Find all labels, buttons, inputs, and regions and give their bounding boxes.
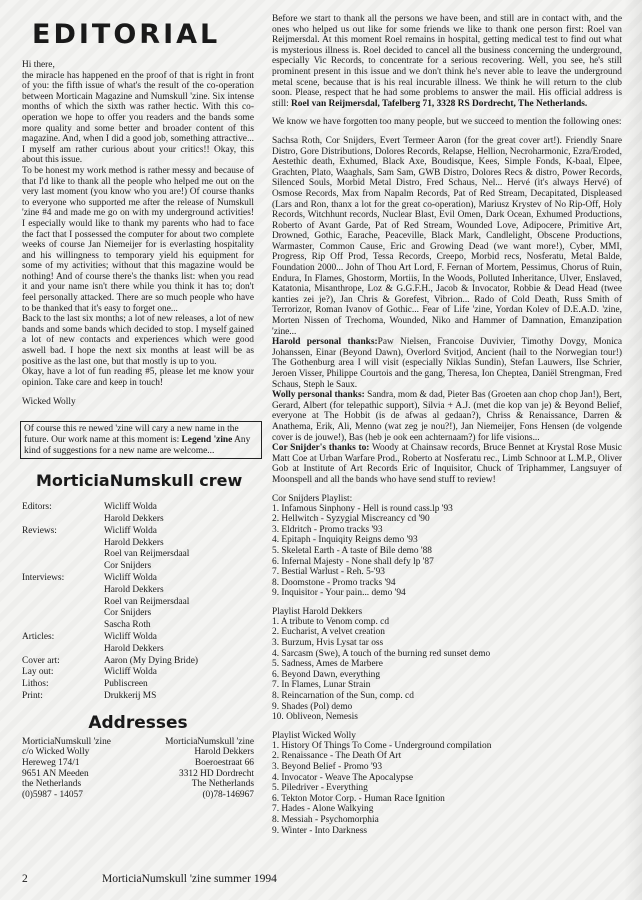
- playlist-item: 2. Hellwitch - Syzygial Miscreancy cd '90: [272, 514, 430, 525]
- playlist-item: 1. History Of Things To Come - Underground compilation: [272, 740, 492, 751]
- editorial-signature: Wicked Wolly: [22, 397, 76, 408]
- page-fold-shadow: [624, 0, 642, 900]
- crew-title: MorticiaNumskull crew: [36, 471, 243, 491]
- crew-member: Cor Snijders: [104, 608, 152, 619]
- crew-member: Aaron (My Dying Bride): [104, 655, 198, 666]
- crew-member: Drukkerij MS: [104, 690, 157, 701]
- addresses: [22, 737, 254, 801]
- playlist-item: 9. Shades (Pol) demo: [272, 701, 353, 712]
- thanks-intro-text: Before we start to thank all the persons we have been, and still are in contact with, and the ones who helped us out like for some friends we like to thank one person first: Roel van Reijmersdal. At this moment Roel remains in hospital, getting medical test to find out what is mysterious illness is. Roel decided to cancel all the business concerning the underground, especially Vic Records, to concentrate for a serious recovering. Well, you see, he's still prominent present in this issue and we don't think he's never able to leave the underground metal scene, because that is his real incurable illness. We think he will return to the club soon. Please, respect that he had some problems to answer the mail. His official address is still:: [272, 14, 622, 109]
- crew-role: Cover art:: [22, 655, 60, 666]
- crew-list: [22, 502, 254, 703]
- address-line: MorticiaNumskull 'zine: [22, 736, 111, 747]
- playlist-item: 3. Burzum, Hvis Lysat tar oss: [272, 638, 384, 649]
- thanks-general: Sachsa Roth, Cor Snijders, Evert Termeer Aaron (for the great cover art!). Friendly Snare Distro, Gore Distributions, Dolores Records, Relapse, Hellion, Necroharmonic, Ezra/Eroded, Aestethic death, Exhumed, Black Axe, Boudisque, Kees, Simple Fonds, K-baal, Elpee, Grachten, Plato, Waaghals, Sam Sam, GWB Distro, Dolores Recs & distro, Power Records, Silenced Souls, Morbid Metal Distro, Fred Schaus, Nel... Hervé (it's always Hervé) of Osmose Records, Max from Napalm Records, Pat of Red Stream, Decapitated, Displeased (Lars and Ron, thanx a lot for the great co-operation), Mariusz Krystev of No Rip-Off, Holy Records, Witchhunt records, Nuclear Blast, Evil Omen, Dark Ocean, Exhumed Productions, Roberto of Avant Garde, Pat of Red Stream, Wounded Love, Adipocere, Primitive Art, Drowned, Gothic, Earache, Peaceville, Black Mark, Candlelight, Obscene Productions, Warmaster, Common Cause, Eric and Growing Dead (we want more!), Cyber, MMI, Progress, Rip Off Prod, Tessa Records, Creepo, Morbid recs, Nosferatu, Metal Balde, Foundation 2000... John of Thou Art Lord, F. Fernan of Mortem, Pessimus, Chorus of Ruin, Endura, In Flames, Ghostorm, Mortiis, In the Woods, Polluted Inheritance, Ulver, Enslaved, Katatonia, Misanthrope, Loz & G.G.F.H., Jacob & Invocator, Robbie & Dead Head (twee kanties zei je?), Jan Chris & Gorefest, Vibrion... Rado of Cold Death, Russ Smith of Terrorizor, Roman Ivanov of Gothic... Fear of Life 'zine, Yordan Kolev of D.E.A.D. 'zine, Morten Nissen of Trechoma, Wounded, Niko and Hammer of Damnation, Emanzipation 'zine...: [272, 135, 622, 337]
- left-column: [22, 20, 254, 800]
- address-left: [22, 737, 111, 801]
- crew-row: [22, 526, 254, 573]
- crew-member: Roel van Reijmersdaal: [104, 596, 190, 607]
- playlist-item: 10. Obliveon, Nemesis: [272, 712, 358, 723]
- roel-address: Roel van Reijmersdal, Tafelberg 71, 3328 RS Dordrecht, The Netherlands.: [291, 98, 588, 109]
- footer-title: MorticiaNumskull 'zine summer 1994: [102, 873, 277, 885]
- crew-member: Harold Dekkers: [104, 643, 164, 654]
- notice-text: Any kind of suggestions for a new name are welcome...: [24, 435, 251, 456]
- thanks-wolly-text: Sandra, mom & dad, Pieter Bas (Groeten aan chop chop Jan!), Bert, Gerard, Albert (for telepathic support), Silvia + A.J. (met die kop van je) & Beyond Belief, everyone at The Hobbit (is de afwas al gedaan?), Chriss & Renaissance, Darren & Anathema, Erik, Ali, Menno (wat zeg je nou?!), Jan Niemeijer, Fons Hensen (de volgende cover is de jouwe!), Bas (heb je ook een achternaam?) for life visions...: [272, 390, 623, 443]
- crew-names: [104, 573, 254, 632]
- editorial-paragraph: To be honest my work method is rather messy and because of that I'd like to thank all the people who helped me out on the very last moment (you know who you are!) Of course thanks to everyone who supported me after the release of Numskull 'zine #4 and made me go on with my underground activities! I especially would like to thank my parents who had to face the fact that I possessed the computer for about two complete weeks of course Jan Niemeijer for is everlasting hospitality and his willingness to temporary yield his equipment for some of my activities; without that this magazine would be nothing! And of course there's the thanks list: when you read it and your name isn't there while you think it has to; don't feel personally attacked. There are so much people who have to be thanked that it's easy to forget one...: [22, 165, 254, 314]
- playlist-item: 5. Sadness, Ames de Marbere: [272, 659, 383, 670]
- playlist-title: Playlist Harold Dekkers: [272, 606, 363, 617]
- address-line: Hereweg 174/1: [22, 757, 80, 768]
- playlist-item: 8. Messiah - Psychomorphia: [272, 814, 379, 825]
- crew-row: [22, 656, 254, 668]
- page-footer: [22, 873, 602, 885]
- new-name-notice: [20, 421, 262, 459]
- thanks-cor-text: Woody at Chainsaw records, Bruce Bennet at Krystal Rose Music Matt Coe at Urban Warfare Prod., Roberto at Nosferatu rec., Limb Schnoor at L.M.P., Oliver Gob at Institute of Art Records Eric of Inquisitor, Chuck of Triphammer, Langsuyer of Moonspell and all the bands who have send stuff to review!: [272, 443, 622, 485]
- playlist: [272, 504, 622, 599]
- playlist-item: 3. Eldritch - Promo tracks '93: [272, 524, 383, 535]
- playlist-item: 4. Invocator - Weave The Apocalypse: [272, 772, 414, 783]
- crew-names: [104, 632, 254, 656]
- address-line: (0)5987 - 14057: [22, 789, 83, 800]
- crew-role: Lay out:: [22, 667, 54, 678]
- playlist-item: 4. Sarcasm (Swe), A touch of the burning red sunset demo: [272, 648, 491, 659]
- crew-role: Articles:: [22, 631, 55, 642]
- crew-member: Harold Dekkers: [104, 513, 164, 524]
- playlist-item: 5. Skeletal Earth - A taste of Bile demo '88: [272, 545, 432, 556]
- address-line: MorticiaNumskull 'zine: [165, 736, 254, 747]
- thanks-lead: We know we have forgotten too many people, but we succeed to mention the following ones:: [272, 117, 622, 128]
- playlist-item: 6. Tekton Motor Corp. - Human Race Ignition: [272, 793, 445, 804]
- playlist: [272, 741, 622, 836]
- playlist-item: 6. Beyond Dawn, everything: [272, 669, 381, 680]
- crew-member: Publiscreen: [104, 679, 148, 690]
- playlist-item: 9. Inquisitor - Your pain... demo '94: [272, 588, 406, 599]
- playlist-item: 7. In Flames, Lunar Strain: [272, 680, 371, 691]
- notice-text: Of course this re newed 'zine will cary a new name in the future. Our work name at this moment is:: [24, 424, 239, 445]
- playlist-item: 1. Infamous Sinphony - Hell is round cass.lp '93: [272, 503, 453, 514]
- crew-row: [22, 667, 254, 679]
- playlist-item: 4. Epitaph - Inquiqity Reigns demo '93: [272, 535, 418, 546]
- address-line: (0)78-146967: [202, 789, 254, 800]
- crew-role: Interviews:: [22, 572, 65, 583]
- crew-row: [22, 573, 254, 632]
- address-line: 9651 AN Meeden: [22, 768, 89, 779]
- crew-row: [22, 632, 254, 656]
- crew-row: [22, 679, 254, 691]
- editorial-paragraph: Okay, have a lot of fun reading #5, please let me know your opinion. Take care and keep in touch!: [22, 367, 254, 388]
- crew-member: Harold Dekkers: [104, 584, 164, 595]
- right-column: [272, 14, 622, 836]
- crew-row: [22, 691, 254, 703]
- crew-member: Wicliff Wolda: [104, 631, 157, 642]
- playlist-item: 7. Hades - Alone Walkying: [272, 804, 374, 815]
- thanks-cor-label: Cor Snijder's thanks to:: [272, 443, 370, 454]
- crew-names: [104, 526, 254, 573]
- address-line: Harold Dekkers: [194, 747, 254, 758]
- thanks-harold: [272, 337, 622, 390]
- crew-member: Roel van Reijmersdaal: [104, 549, 190, 560]
- address-line: 3312 HD Dordrecht: [179, 768, 254, 779]
- playlist-item: 8. Reincarnation of the Sun, comp. cd: [272, 691, 414, 702]
- crew-names: [104, 691, 254, 703]
- page-number: 2: [22, 873, 28, 885]
- addresses-title: Addresses: [88, 712, 188, 733]
- notice-new-name: Legend 'zine: [181, 435, 233, 445]
- crew-member: Wicliff Wolda: [104, 502, 157, 513]
- crew-names: [104, 667, 254, 679]
- playlist-item: 2. Renaissance - The Death Of Art: [272, 751, 402, 762]
- address-line: The Netherlands: [191, 779, 254, 790]
- editorial-title: EDITORIAL: [32, 19, 221, 50]
- playlist-title: Cor Snijders Playlist:: [272, 493, 353, 504]
- playlist-item: 6. Infernal Majesty - None shall defy lp '87: [272, 556, 434, 567]
- editorial-paragraph: the miracle has happened en the proof of that is right in front of you: the fifth issue of what's the result of the co-operation between Morticain Magazine and Numskull 'zine. Six intense months of which the sixth was rather hectic. With this co-operation we hope to offer you readers and the bands some more quality and some better and broader content of this magazine. And, when I did a good job, something attractive... I myself am rather curious about your critics!! Okay, this about this issue.: [22, 70, 254, 166]
- playlist: [272, 617, 622, 723]
- crew-role: Print:: [22, 690, 43, 701]
- thanks-wolly-label: Wolly personal thanks:: [272, 390, 365, 401]
- playlist-item: 5. Piledriver - Everything: [272, 783, 368, 794]
- editorial-greeting: Hi there,: [22, 60, 55, 70]
- playlist-item: 3. Beyond Belief - Promo '93: [272, 762, 383, 772]
- playlists: [272, 494, 622, 837]
- playlist-title: Playlist Wicked Wolly: [272, 730, 356, 741]
- crew-role: Lithos:: [22, 679, 49, 690]
- thanks-wolly: [272, 390, 622, 443]
- address-line: c/o Wicked Wolly: [22, 747, 90, 758]
- editorial-paragraph: Back to the last six months; a lot of new releases, a lot of new bands and some bands which decided to stop. I myself gained a lot of new contacts and experiences which were good aswell bad. I hope the next six months at least will be as positive as the last one, but that mostly is up to you.: [22, 314, 254, 367]
- thanks-intro: [272, 14, 622, 109]
- crew-member: Cor Snijders: [104, 561, 152, 572]
- playlist-item: 9. Winter - Into Darkness: [272, 825, 367, 836]
- playlist-item: 7. Bestial Warlust - Reh. 5-'93: [272, 567, 385, 578]
- crew-role: Editors:: [22, 502, 52, 513]
- address-line: the Netherlands: [22, 779, 82, 790]
- crew-names: [104, 656, 254, 668]
- crew-row: [22, 502, 254, 526]
- playlist-item: 2. Eucharist, A velvet creation: [272, 627, 385, 638]
- address-line: Boeroestraat 66: [194, 757, 254, 768]
- address-right: [165, 737, 254, 801]
- crew-member: Wicliff Wolda: [104, 667, 157, 678]
- crew-role: Reviews:: [22, 525, 57, 536]
- crew-names: [104, 502, 254, 526]
- crew-member: Wicliff Wolda: [104, 525, 157, 536]
- thanks-harold-label: Harold personal thanks:: [272, 337, 378, 348]
- crew-names: [104, 679, 254, 691]
- playlist-item: 8. Doomstone - Promo tracks '94: [272, 577, 396, 588]
- thanks-harold-text: Paw Nielsen, Francoise Duvivier, Timothy Dovgy, Monica Johanssen, Einar (Beyond Dawn), Overlord Svitjod, Ancient (hail to the Norwegian tour!) The Gothenburg area I will visit (especially Niklas Sundin), Stefan Lauwers, Ilse Schrier, Jeroen Visser, Philippe Courtois and the gang, Theresa, Ion Cheptea, Daniël Strengman, Fred Schaus, Steph le Saux.: [272, 337, 622, 390]
- crew-member: Harold Dekkers: [104, 537, 164, 548]
- crew-member: Sascha Roth: [104, 620, 151, 631]
- playlist-item: 1. A tribute to Venom comp. cd: [272, 616, 390, 627]
- crew-member: Wicliff Wolda: [104, 572, 157, 583]
- thanks-cor: [272, 443, 622, 485]
